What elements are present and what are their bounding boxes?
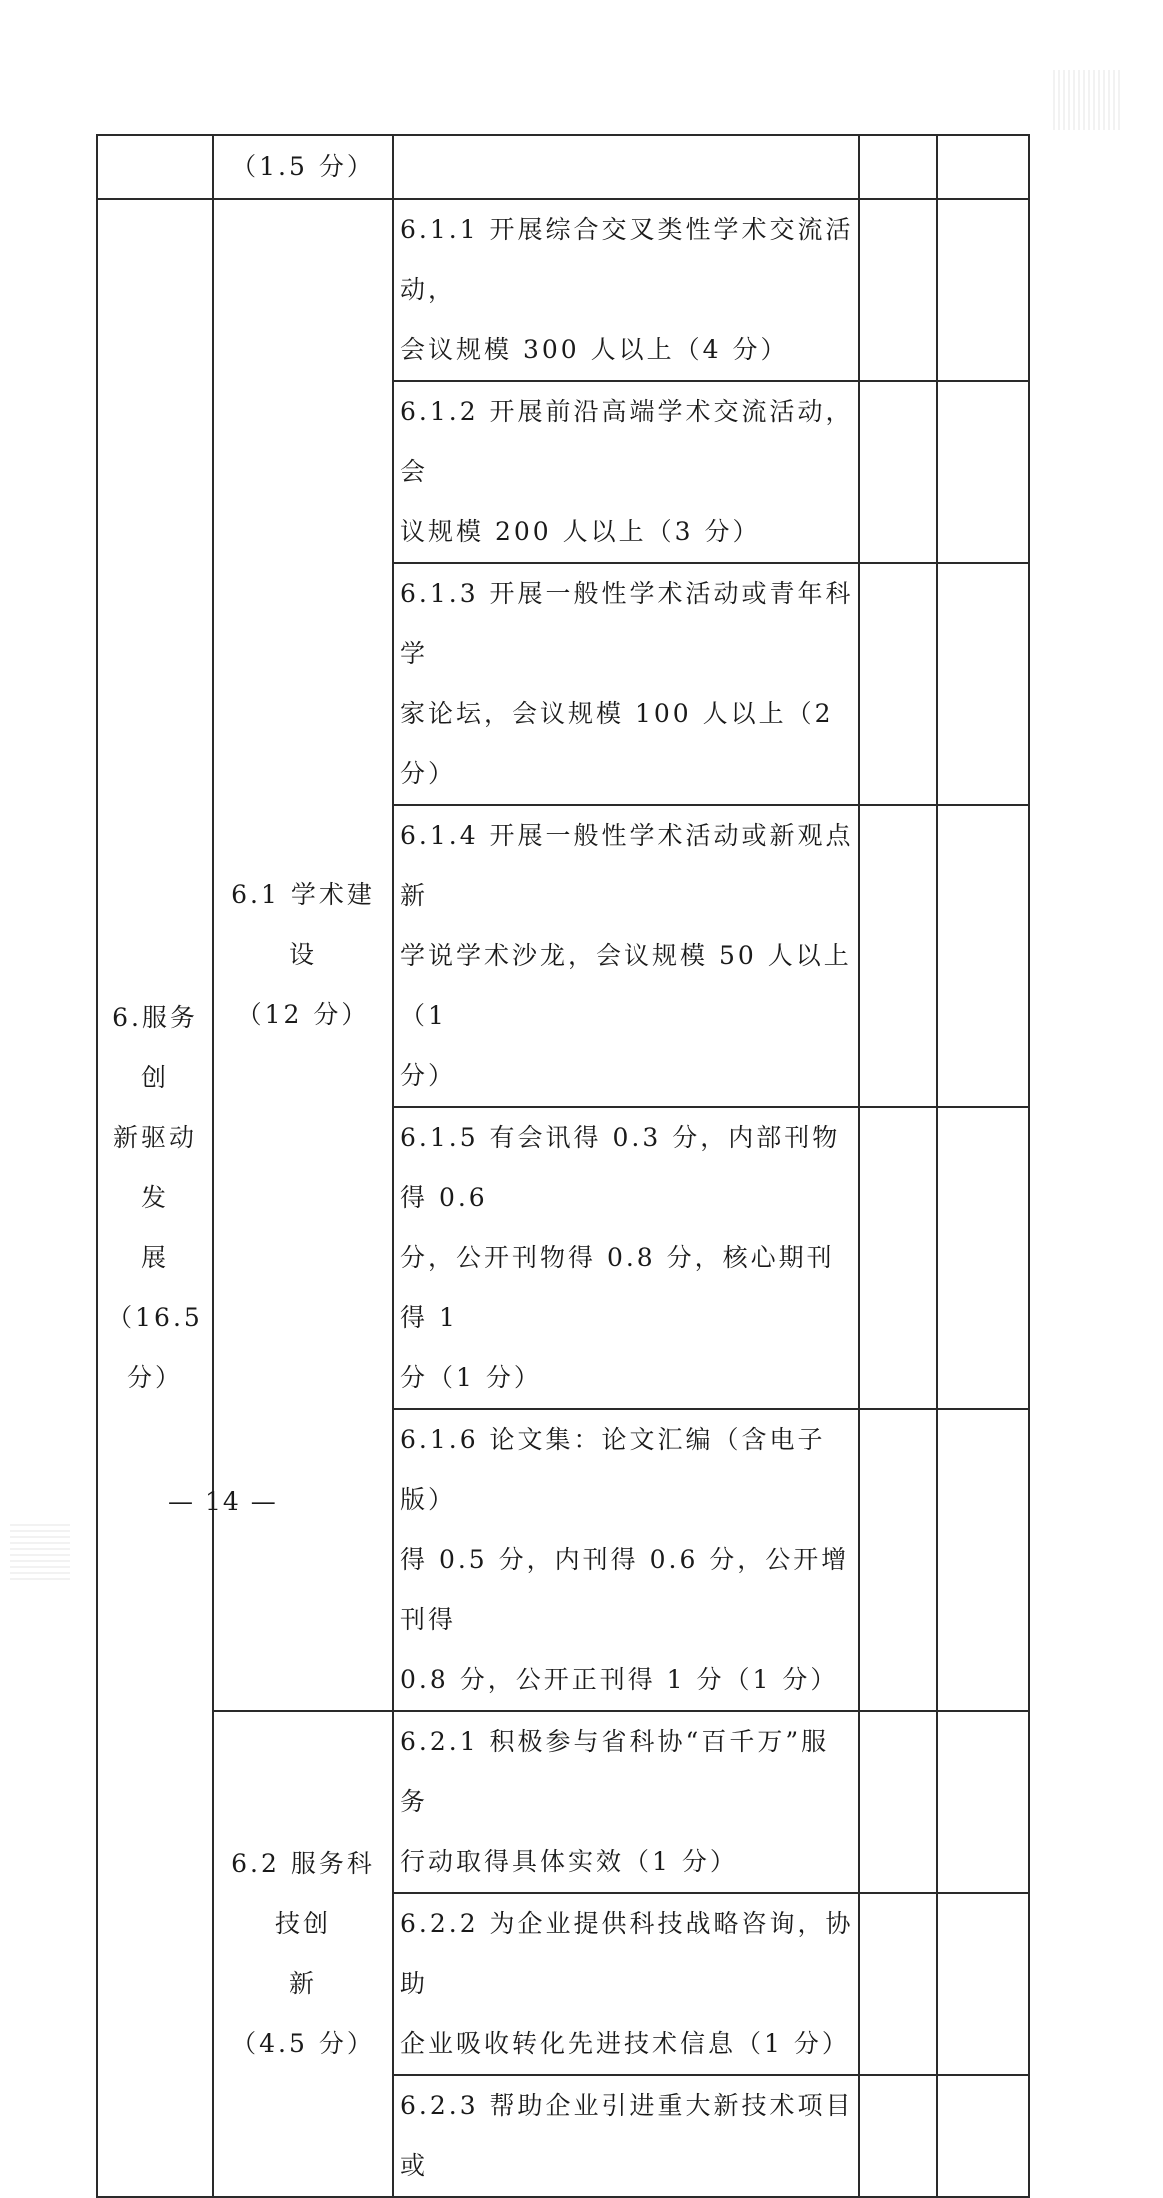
- score-cell: [859, 381, 937, 563]
- item-line: 学说学术沙龙，会议规模 50 人以上（1: [400, 941, 852, 1030]
- item-cell: [393, 2075, 859, 2197]
- page-number: — 14 —: [168, 1487, 278, 1516]
- category-cell: [97, 199, 213, 2197]
- item-line: 6.1.6 论文集：论文汇编（含电子版）: [400, 1425, 826, 1514]
- item-line: 6.1.1 开展综合交叉类性学术交流活动，: [400, 215, 854, 304]
- score-cell: [937, 805, 1029, 1107]
- score-cell: [937, 1107, 1029, 1409]
- score-cell: [859, 805, 937, 1107]
- subcategory-line: （12 分）: [236, 1000, 370, 1029]
- item-line: 分，公开刊物得 0.8 分，核心期刊得 1: [400, 1243, 835, 1332]
- item-line: 企业吸收转化先进技术信息（1 分）: [400, 2029, 850, 2058]
- score-cell: [859, 563, 937, 805]
- score-cell: [937, 2075, 1029, 2197]
- score-cell: [859, 1711, 937, 1893]
- item-cell: [393, 135, 859, 199]
- item-line: 分）: [400, 1061, 457, 1090]
- score-cell: [859, 1107, 937, 1409]
- subcategory-line: （4.5 分）: [231, 2029, 375, 2058]
- subcategory-line: 新: [288, 1969, 317, 1998]
- item-line: 行动取得具体实效（1 分）: [400, 1847, 738, 1876]
- item-cell: [393, 805, 859, 1107]
- score-cell: [859, 1409, 937, 1711]
- subcategory-cell: （1.5 分）: [213, 135, 393, 199]
- item-line: 会议规模 300 人以上（4 分）: [400, 335, 789, 364]
- scan-artifact: [1053, 70, 1123, 130]
- category-line: 6.服务创: [112, 1003, 198, 1092]
- item-line: 6.1.2 开展前沿高端学术交流活动，会: [400, 397, 854, 486]
- score-cell: [937, 199, 1029, 381]
- item-line: 6.2.1 积极参与省科协“百千万”服务: [400, 1727, 830, 1816]
- score-cell: [937, 1711, 1029, 1893]
- subcategory-line: 6.2 服务科技创: [231, 1849, 375, 1938]
- category-line: （16.5: [107, 1303, 203, 1332]
- subcategory-cell: [213, 199, 393, 1711]
- item-cell: [393, 1409, 859, 1711]
- item-cell: [393, 381, 859, 563]
- score-cell: [937, 135, 1029, 199]
- score-cell: [937, 1409, 1029, 1711]
- table-row: [97, 199, 1029, 381]
- item-line: 6.1.3 开展一般性学术活动或青年科学: [400, 579, 854, 668]
- score-cell: [937, 563, 1029, 805]
- item-line: 0.8 分，公开正刊得 1 分（1 分）: [400, 1665, 839, 1694]
- scan-artifact: [10, 1520, 70, 1580]
- category-line: 展: [140, 1243, 169, 1272]
- item-cell: [393, 1107, 859, 1409]
- score-cell: [937, 381, 1029, 563]
- category-line: 新驱动发: [112, 1123, 197, 1212]
- item-line: 6.2.2 为企业提供科技战略咨询，协助: [400, 1909, 854, 1998]
- table-row: [97, 1711, 1029, 1893]
- item-cell: [393, 1893, 859, 2075]
- item-cell: [393, 199, 859, 381]
- item-line: 得 0.5 分，内刊得 0.6 分，公开增刊得: [400, 1545, 850, 1634]
- item-cell: [393, 563, 859, 805]
- score-cell: [859, 1893, 937, 2075]
- scoring-table: [96, 134, 1030, 2198]
- score-cell: [859, 2075, 937, 2197]
- score-cell: [859, 199, 937, 381]
- category-line: 分）: [126, 1363, 183, 1392]
- subcategory-line: 6.1 学术建设: [231, 880, 375, 969]
- item-line: 家论坛，会议规模 100 人以上（2 分）: [400, 699, 834, 788]
- item-line: 分（1 分）: [400, 1363, 542, 1392]
- item-line: 6.2.3 帮助企业引进重大新技术项目或: [400, 2091, 854, 2180]
- item-line: 6.1.4 开展一般性学术活动或新观点新: [400, 821, 854, 910]
- table-row: [97, 135, 1029, 199]
- score-cell: [859, 135, 937, 199]
- score-cell: [937, 1893, 1029, 2075]
- item-line: 议规模 200 人以上（3 分）: [400, 517, 761, 546]
- category-cell: [97, 135, 213, 199]
- subcategory-cell: [213, 1711, 393, 2197]
- item-cell: [393, 1711, 859, 1893]
- item-line: 6.1.5 有会讯得 0.3 分，内部刊物得 0.6: [400, 1123, 841, 1212]
